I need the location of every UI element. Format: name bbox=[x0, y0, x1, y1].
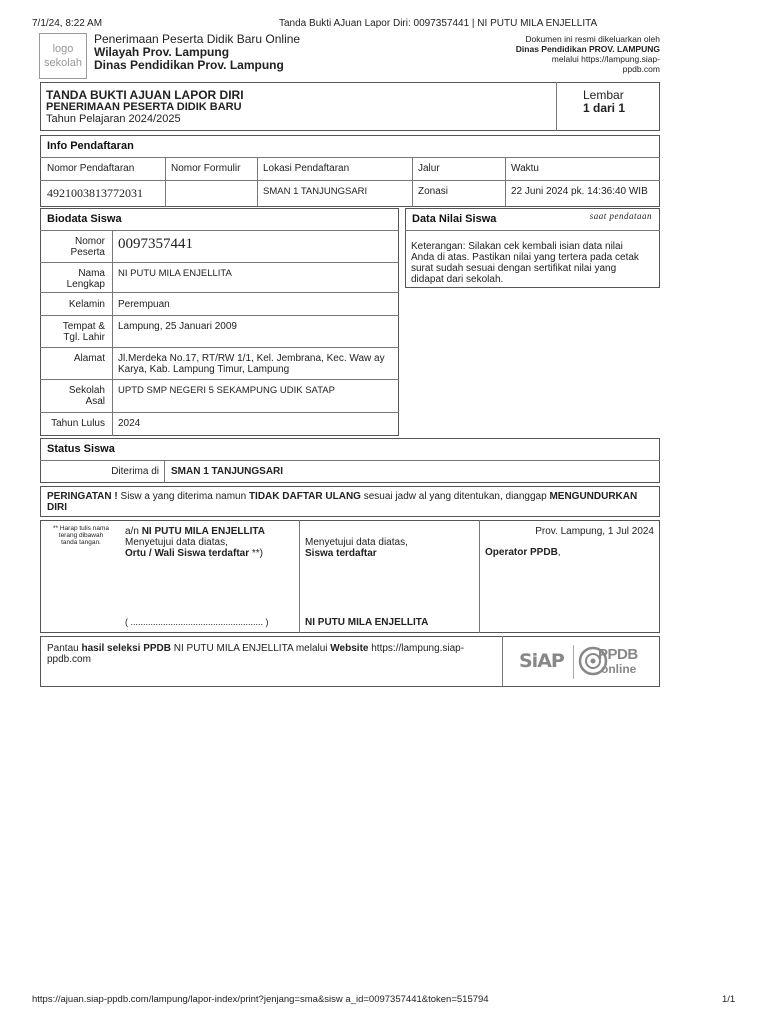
info-header-nomor: Nomor Pendaftaran bbox=[47, 163, 135, 174]
print-timestamp: 7/1/24, 8:22 AM bbox=[32, 18, 103, 29]
nomor-peserta-label-1: Nomor bbox=[74, 236, 105, 247]
info-col-rule-4 bbox=[505, 157, 506, 207]
biodata-rule-3 bbox=[40, 315, 399, 316]
lembar-label: Lembar bbox=[583, 88, 624, 102]
siap-logo-text: SiAP bbox=[519, 650, 564, 672]
header-line-1: Penerimaan Peserta Didik Baru Online bbox=[94, 32, 301, 46]
biodata-rule-2 bbox=[40, 292, 399, 293]
nomor-peserta-label-2: Peserta bbox=[70, 247, 105, 258]
ttl-label-2: Tgl. Lahir bbox=[63, 332, 105, 343]
signature-note bbox=[46, 525, 116, 546]
an-prefix: a/n bbox=[125, 526, 139, 537]
kelamin-value: Perempuan bbox=[118, 299, 170, 310]
header-line-2: Wilayah Prov. Lampung bbox=[94, 45, 230, 59]
monitor-url-1: https://lampung.siap- bbox=[371, 643, 465, 654]
print-page-number: 1/1 bbox=[722, 994, 736, 1005]
nilai-ket-line-2: Anda di atas. Pastikan nilai yang tertera pada cetak bbox=[411, 252, 639, 263]
warning-bold-1: TIDAK DAFTAR ULANG bbox=[248, 491, 361, 502]
place-date: Prov. Lampung, 1 Jul 2024 bbox=[535, 526, 654, 537]
siswa-signature-name: NI PUTU MILA ENJELLITA bbox=[305, 617, 429, 628]
biodata-heading: Biodata Siswa bbox=[47, 213, 122, 225]
biodata-rule-5 bbox=[40, 379, 399, 380]
info-value-jalur: Zonasi bbox=[418, 186, 449, 197]
info-value-nomor: 4921003813772031 bbox=[47, 186, 143, 200]
operator-label: Operator PPDB bbox=[485, 547, 558, 558]
ttl-value: Lampung, 25 Januari 2009 bbox=[118, 321, 237, 332]
status-col-rule bbox=[164, 460, 165, 483]
warning-bold-2a: MENGUNDURKAN bbox=[549, 491, 638, 502]
nomor-peserta-value: 0097357441 bbox=[118, 236, 193, 252]
print-title: Tanda Bukti AJuan Lapor Diri: 0097357441 | NI PUTU MILA ENJELLITA bbox=[279, 18, 598, 29]
info-col-rule-1 bbox=[165, 157, 166, 207]
alamat-value bbox=[118, 353, 385, 375]
nama-value: NI PUTU MILA ENJELLITA bbox=[118, 268, 232, 279]
biodata-rule-0 bbox=[40, 230, 399, 231]
nilai-keterangan bbox=[411, 241, 639, 285]
doc-year: Tahun Pelajaran 2024/2025 bbox=[46, 113, 181, 125]
ppdb-logo-text: PPDB bbox=[598, 646, 638, 663]
sekolah-label-1: Sekolah bbox=[68, 385, 105, 396]
signature-col-rule-1 bbox=[299, 520, 300, 633]
ttl-label bbox=[63, 321, 105, 343]
nilai-heading: Data Nilai Siswa bbox=[412, 213, 497, 225]
issuer-note bbox=[420, 34, 660, 74]
info-col-rule-3 bbox=[412, 157, 413, 207]
school-logo-placeholder bbox=[39, 33, 87, 79]
info-header-waktu: Waktu bbox=[511, 163, 539, 174]
biodata-label-col-rule bbox=[112, 230, 113, 436]
nama-label-1: Nama bbox=[78, 268, 105, 279]
siswa-agree: Menyetujui data diatas, bbox=[305, 537, 408, 548]
an-name: NI PUTU MILA ENJELLITA bbox=[141, 526, 266, 537]
lulus-value: 2024 bbox=[118, 418, 141, 429]
warning-text-1: Sisw a yang diterima namun bbox=[120, 491, 247, 502]
signature-note-3: tanda tangan. bbox=[61, 539, 101, 546]
alamat-value-1: Jl.Merdeka No.17, RT/RW 1/1, Kel. Jembrana, Kec. Waw ay bbox=[118, 353, 385, 364]
logo-text-2: sekolah bbox=[44, 57, 82, 69]
warning-text bbox=[47, 491, 655, 513]
nilai-heading-rule bbox=[405, 230, 660, 231]
logo-separator bbox=[573, 645, 574, 679]
alamat-label: Alamat bbox=[73, 353, 105, 364]
siswa-role: Siswa terdaftar bbox=[305, 548, 377, 559]
ortu-role: Ortu / Wali Siswa terdaftar bbox=[125, 548, 250, 559]
info-header-formulir: Nomor Formulir bbox=[171, 163, 241, 174]
ppdb-logo-online: online bbox=[601, 662, 637, 676]
nilai-note: saat pendataan bbox=[589, 211, 652, 221]
operator-line bbox=[485, 547, 561, 558]
title-divider bbox=[556, 82, 557, 131]
ttl-label-1: Tempat & bbox=[62, 321, 105, 332]
siap-logo bbox=[519, 650, 569, 674]
nilai-ket-line-3: surat sudah sesuai dengan sertifikat nilai yang bbox=[411, 263, 617, 274]
issuer-line-3: melalui https://lampung.siap- bbox=[551, 54, 660, 64]
monitor-text bbox=[47, 643, 497, 665]
signature-note-1: ** Harap tulis nama bbox=[53, 525, 109, 532]
info-heading-rule bbox=[40, 157, 660, 158]
info-header-jalur: Jalur bbox=[418, 163, 440, 174]
header-line-3: Dinas Pendidikan Prov. Lampung bbox=[94, 58, 284, 72]
sekolah-label-2: Asal bbox=[85, 396, 105, 407]
sekolah-label bbox=[69, 385, 105, 407]
ortu-mark: **) bbox=[251, 548, 264, 559]
info-row-rule bbox=[40, 180, 660, 181]
info-value-waktu: 22 Juni 2024 pk. 14:36:40 WIB bbox=[511, 186, 648, 197]
biodata-rule-6 bbox=[40, 412, 399, 413]
monitor-text-2: NI PUTU MILA ENJELLITA melalui bbox=[173, 643, 328, 654]
monitor-text-1: Pantau bbox=[47, 643, 79, 654]
nama-label bbox=[67, 268, 105, 290]
warning-text-2: sesuai jadw al yang ditentukan, dianggap bbox=[363, 491, 547, 502]
ppdb-logo bbox=[578, 644, 648, 680]
warning-lead: PERINGATAN ! bbox=[47, 491, 118, 502]
issuer-line-2: Dinas Pendidikan PROV. LAMPUNG bbox=[515, 44, 660, 54]
ortu-agree: Menyetujui data diatas, bbox=[125, 537, 228, 548]
monitor-bold-2: Website bbox=[330, 643, 369, 654]
issuer-line-4: ppdb.com bbox=[622, 64, 660, 74]
nama-label-2: Lengkap bbox=[66, 279, 105, 290]
info-value-lokasi: SMAN 1 TANJUNGSARI bbox=[263, 186, 368, 197]
biodata-rule-1 bbox=[40, 262, 399, 263]
alamat-value-2: Karya, Kab. Lampung Timur, Lampung bbox=[118, 364, 290, 375]
signature-col-rule-2 bbox=[479, 520, 480, 633]
print-url: https://ajuan.siap-ppdb.com/lampung/lapor-index/print?jenjang=sma&sisw a_id=0097357441&token=515794 bbox=[32, 994, 489, 1005]
monitor-url-2: ppdb.com bbox=[47, 654, 91, 665]
nomor-peserta-label bbox=[71, 236, 105, 258]
monitor-bold-1: hasil seleksi PPDB bbox=[81, 643, 171, 654]
info-col-rule-2 bbox=[257, 157, 258, 207]
warning-bold-2b: DIRI bbox=[47, 502, 67, 513]
info-header-lokasi: Lokasi Pendaftaran bbox=[263, 163, 350, 174]
status-label: Diterima di bbox=[111, 466, 159, 477]
issuer-line-1: Dokumen ini resmi dikeluarkan oleh bbox=[525, 34, 660, 44]
lulus-label: Tahun Lulus bbox=[51, 418, 105, 429]
doc-title: TANDA BUKTI AJUAN LAPOR DIRI bbox=[46, 88, 244, 102]
status-heading-rule bbox=[40, 460, 660, 461]
status-heading: Status Siswa bbox=[47, 443, 115, 455]
ortu-role-line bbox=[125, 548, 265, 559]
sekolah-value: UPTD SMP NEGERI 5 SEKAMPUNG UDIK SATAP bbox=[118, 385, 335, 396]
siswa-block bbox=[305, 537, 408, 559]
biodata-rule-4 bbox=[40, 347, 399, 348]
nilai-ket-line-1: Keterangan: Silakan cek kembali isian data nilai bbox=[411, 241, 623, 252]
operator-comma: , bbox=[557, 547, 561, 558]
status-value: SMAN 1 TANJUNGSARI bbox=[171, 466, 284, 477]
nilai-ket-line-4: didapat dari sekolah. bbox=[411, 274, 504, 285]
an-line bbox=[125, 526, 265, 537]
ortu-signature-blank: ( ..................................................... ) bbox=[125, 617, 269, 627]
info-heading: Info Pendaftaran bbox=[47, 140, 134, 152]
ortu-block bbox=[125, 526, 265, 559]
logo-text-1: logo bbox=[52, 43, 74, 55]
lembar-value: 1 dari 1 bbox=[583, 101, 626, 115]
doc-subtitle: PENERIMAAN PESERTA DIDIK BARU bbox=[46, 101, 242, 113]
kelamin-label: Kelamin bbox=[68, 299, 105, 310]
monitor-col-rule bbox=[502, 636, 503, 687]
signature-note-2: terang dibawah bbox=[58, 532, 104, 539]
